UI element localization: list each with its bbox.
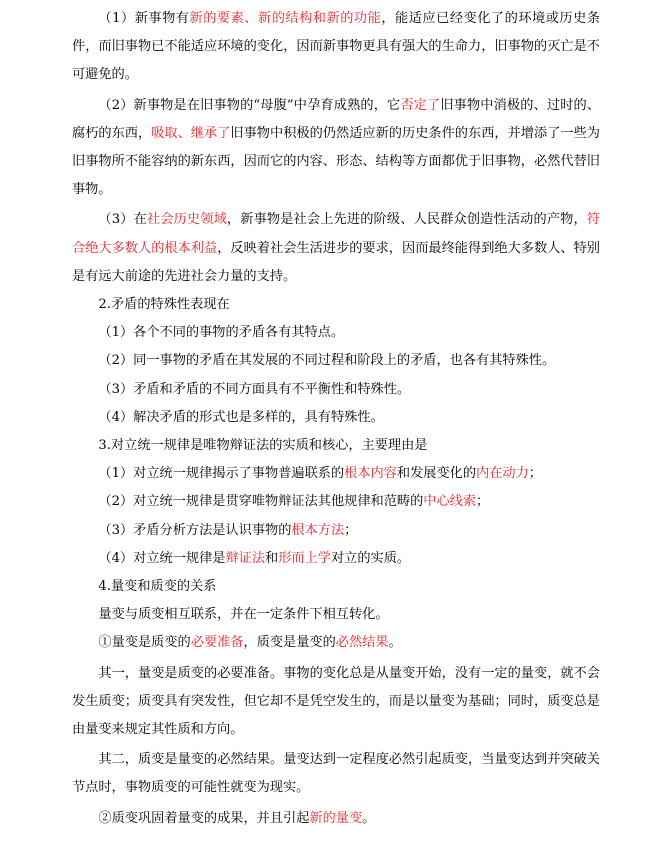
text-segment: 旧事物中消极的、过时的、腐朽的东西，: [72, 97, 601, 141]
document-page: [72, 0, 600, 833]
list-item-p8: [72, 404, 600, 432]
paragraph-p3: [72, 206, 600, 291]
highlight-segment: 否定了: [400, 97, 441, 113]
text-segment: （3）矛盾和矛盾的不同方面具有不平衡性和特殊性。: [98, 381, 411, 397]
text-segment: （3）矛盾分析方法是认识事物的: [98, 522, 292, 538]
text-segment: （1）对立统一规律揭示了事物普遍联系的: [98, 466, 345, 482]
text-segment: ；: [528, 466, 542, 482]
text-segment: （1）新事物有: [98, 11, 190, 26]
highlight-segment: 必然结果: [335, 635, 389, 651]
highlight-segment: 符合绝大多数人的根本利益: [72, 212, 601, 256]
text-segment: （3）在: [98, 212, 147, 228]
text-segment: 旧事物中积极的仍然适应新的历史条件的东西，并增添了一些为旧事物所不能容纳的新东西，因而它的内容、形态、结构等方面都优于旧事物，必然代替旧事物。: [72, 125, 600, 198]
text-segment: 3.对立统一规律是唯物辩证法的实质和核心，主要理由是: [98, 438, 428, 454]
paragraph-p15: [72, 601, 600, 629]
list-item-p7: [72, 376, 600, 404]
highlight-segment: 吸取、继承了: [151, 125, 231, 141]
paragraph-p1: [72, 5, 600, 90]
text-segment: 和发展变化的: [396, 466, 477, 482]
text-segment: 其二，质变是量变的必然结果。量变达到一定程度必然引起质变，当量变达到并突破关节点时，事物质变的可能性就变为现实。: [72, 752, 600, 796]
text-segment: （2）对立统一规律是贯穿唯物辩证法其他规律和范畴的: [98, 494, 424, 510]
text-segment: 4.量变和质变的关系: [98, 579, 217, 595]
paragraph-p17: [72, 660, 600, 745]
text-segment: （4）对立统一规律是: [98, 550, 226, 566]
list-item-p5: [72, 319, 600, 347]
text-segment: ②质变巩固着量变的成果，并且引起: [98, 810, 310, 826]
text-segment: 量变与质变相互联系，并在一定条件下相互转化。: [98, 607, 389, 623]
paragraph-p2: [72, 92, 600, 205]
text-segment: ，反映着社会生活进步的要求，因而最终能得到绝大多数人、特别是有远大前途的先进社会力量的支持。: [72, 240, 600, 284]
list-item-p12: [72, 517, 600, 545]
list-item-p13: [72, 545, 600, 573]
text-segment: ，质变是量变的: [243, 635, 336, 651]
highlight-segment: 内在动力: [476, 466, 529, 482]
highlight-segment: 根本方法: [291, 522, 345, 538]
list-item-p19: [72, 805, 600, 833]
text-segment: （4）解决矛盾的形式也是多样的，具有特殊性。: [98, 409, 384, 425]
highlight-segment: 根本内容: [344, 466, 397, 482]
list-item-p10: [72, 460, 600, 488]
text-segment: （1）各个不同的事物的矛盾各有其特点。: [98, 325, 345, 341]
highlight-segment: 辩证法: [225, 550, 266, 566]
highlight-segment: 中心线索: [423, 494, 477, 510]
section-heading-2: [72, 291, 600, 319]
highlight-segment: 新的要素、新的结构和新的功能: [189, 11, 382, 26]
text-segment: （2）新事物是在旧事物的“母腹”中孕育成熟的，它: [98, 97, 401, 113]
text-segment: 。: [388, 635, 402, 651]
text-segment: 2.矛盾的特殊性表现在: [98, 297, 230, 313]
list-item-p11: [72, 488, 600, 516]
text-segment: ，能适应已经变化了的环境或历史条件，而旧事物已不能适应环境的变化，因而新事物更具有强大的生命力，旧事物的灭亡是不可避免的。: [72, 11, 601, 83]
text-segment: 。: [362, 810, 376, 826]
text-segment: 对立的实质。: [330, 550, 411, 566]
text-segment: ；: [344, 522, 358, 538]
section-heading-4: [72, 573, 600, 601]
paragraph-p18: [72, 746, 600, 802]
text-segment: （2）同一事物的矛盾在其发展的不同过程和阶段上的矛盾，也各有其特殊性。: [98, 353, 556, 369]
text-segment: ①量变是质变的: [98, 635, 191, 651]
list-item-p16: [72, 629, 600, 657]
list-item-p6: [72, 347, 600, 375]
text-segment: 和: [265, 550, 279, 566]
text-segment: ，新事物是社会上先进的阶级、人民群众创造性活动的产物，: [226, 212, 587, 228]
text-segment: ；: [476, 494, 490, 510]
highlight-segment: 社会历史领域: [146, 212, 227, 228]
highlight-segment: 新的量变: [309, 810, 363, 826]
text-segment: 其一，量变是质变的必要准备。事物的变化总是从量变开始，没有一定的量变，就不会发生质变；质变具有突发性，但它却不是凭空发生的，而是以量变为基础；同时，质变总是由量变来规定其性质和方向。: [72, 665, 600, 738]
highlight-segment: 形而上学: [278, 550, 331, 566]
section-heading-3: [72, 432, 600, 460]
highlight-segment: 必要准备: [190, 635, 244, 651]
